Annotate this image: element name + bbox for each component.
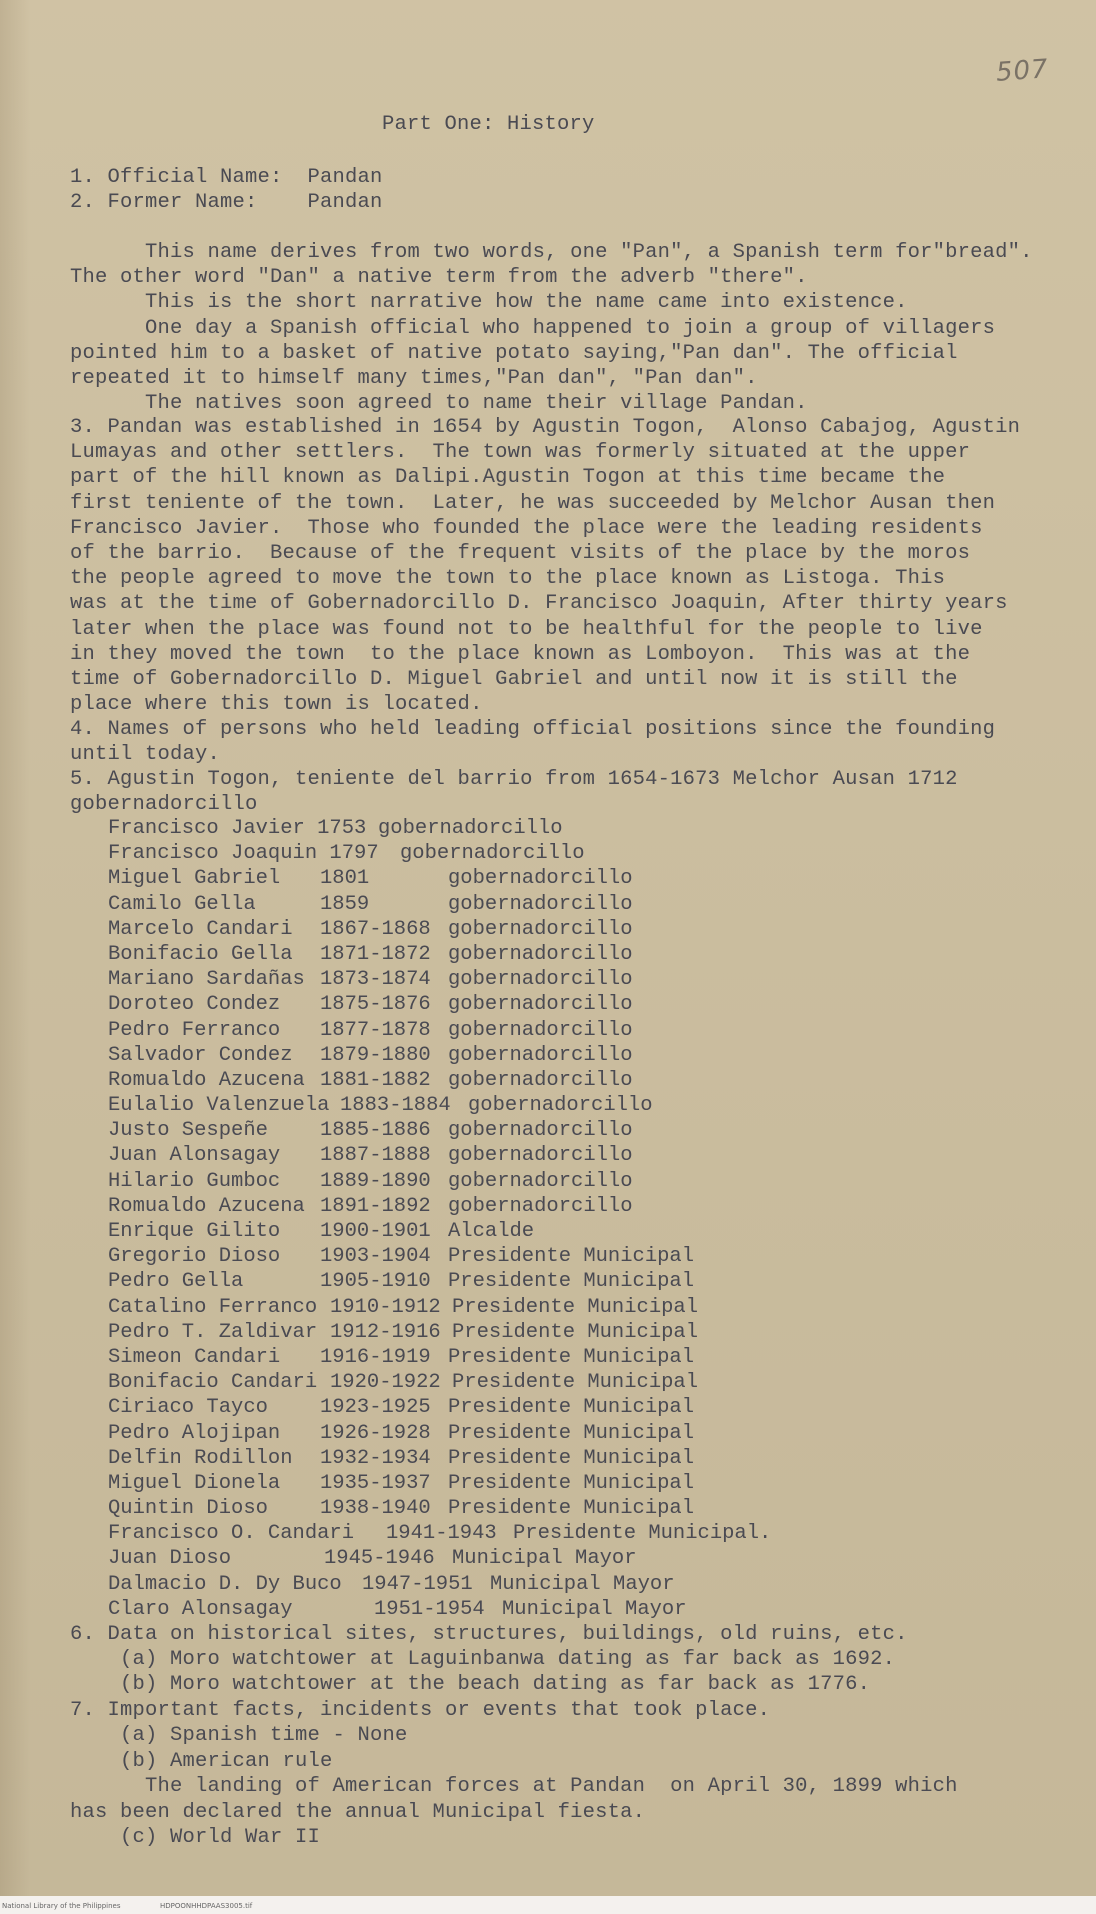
former-name-line: 2. Former Name: Pandan [70, 191, 383, 214]
official-name: Bonifacio Candari [108, 1371, 318, 1395]
official-position: Municipal Mayor [490, 1572, 675, 1596]
official-years: 1932-1934 [320, 1446, 431, 1470]
sites-line: (b) Moro watchtower at the beach dating as far back as 1776. [70, 1673, 871, 1697]
official-position: gobernadorcillo [448, 1169, 633, 1193]
official-name-line: 1. Official Name: Pandan [70, 166, 383, 189]
footer-file: HDPOONHHDPAAS3005.tif [160, 1902, 253, 1910]
official-name: Justo Sespeñe [108, 1119, 268, 1143]
official-position: gobernadorcillo [448, 1144, 633, 1168]
official-name: Juan Alonsagay [108, 1144, 281, 1168]
official-position: gobernadorcillo [448, 1018, 633, 1042]
official-years: 1905-1910 [320, 1270, 431, 1294]
official-name: Romualdo Azucena [108, 1194, 305, 1218]
official-position: Presidente Municipal [452, 1371, 699, 1395]
official-position: Presidente Municipal [448, 1497, 695, 1521]
history-line: Francisco Javier. Those who founded the place were the leading residents [70, 516, 983, 540]
narrative-line: repeated it to himself many times,"Pan dan", "Pan dan". [70, 367, 758, 390]
official-years: 1877-1878 [320, 1018, 431, 1042]
official-name: Mariano Sardañas [108, 968, 305, 992]
official-years: 1891-1892 [320, 1194, 431, 1218]
events-line: has been declared the annual Municipal fiesta. [70, 1800, 646, 1824]
history-line: was at the time of Gobernadorcillo D. Francisco Joaquin, After thirty years [70, 592, 1008, 616]
official-position: gobernadorcillo [448, 1068, 633, 1092]
events-line: 7. Important facts, incidents or events that took place. [70, 1699, 771, 1722]
official-position: Presidente Municipal [448, 1421, 695, 1445]
official-name: Francisco Javier 1753 [108, 817, 367, 840]
official-position: gobernadorcillo [468, 1094, 653, 1118]
official-years: 1875-1876 [320, 993, 431, 1017]
narrative-line: pointed him to a basket of native potato saying,"Pan dan". The official [70, 341, 958, 365]
official-name: Pedro Ferranco [108, 1018, 281, 1042]
history-line: part of the hill known as Dalipi.Agustin Togon at this time became the [70, 466, 946, 490]
official-years: 1920-1922 [330, 1371, 441, 1395]
official-name: Camilo Gella [108, 892, 256, 916]
official-years: 1859 [320, 892, 370, 916]
events-line: (a) Spanish time - None [70, 1724, 408, 1748]
official-years: 1941-1943 [386, 1522, 497, 1546]
events-line: (c) World War II [70, 1826, 321, 1849]
official-years: 1887-1888 [320, 1144, 431, 1168]
official-position: Presidente Municipal [452, 1320, 699, 1344]
official-position: Presidente Municipal [448, 1245, 695, 1269]
official-name: Pedro T. Zaldivar [108, 1320, 318, 1344]
first-officials-line: 5. Agustin Togon, teniente del barrio from 1654-1673 Melchor Ausan 1712 [70, 768, 958, 791]
official-name: Delfin Rodillon [108, 1446, 293, 1470]
history-line: of the barrio. Because of the frequent visits of the place by the moros [70, 542, 971, 565]
official-name: Pedro Gella [108, 1270, 244, 1294]
official-position: gobernadorcillo [448, 1119, 633, 1143]
official-position: gobernadorcillo [448, 968, 633, 992]
scan-footer [0, 1899, 1096, 1914]
officials-heading-line: 4. Names of persons who held leading official positions since the founding [70, 718, 996, 741]
official-name: Catalino Ferranco [108, 1295, 318, 1319]
official-position: Presidente Municipal [452, 1295, 699, 1319]
official-name: Hilario Gumboc [108, 1169, 281, 1193]
page-title: Part One: History [382, 113, 595, 136]
official-name: Quintin Dioso [108, 1497, 268, 1521]
official-position: gobernadorcillo [448, 867, 633, 891]
official-years: 1881-1882 [320, 1068, 431, 1092]
official-name: Pedro Alojipan [108, 1421, 281, 1445]
official-years: 1912-1916 [330, 1320, 441, 1344]
official-position: gobernadorcillo [448, 993, 633, 1017]
official-years: 1910-1912 [330, 1295, 441, 1319]
sites-line: (a) Moro watchtower at Laguinbanwa dating as far back as 1692. [70, 1648, 896, 1672]
official-name: Miguel Dionela [108, 1471, 281, 1495]
events-line: (b) American rule [70, 1749, 333, 1773]
official-position: gobernadorcillo [448, 1043, 633, 1067]
first-officials-line: gobernadorcillo [70, 793, 258, 817]
official-position: Presidente Municipal [448, 1396, 695, 1420]
official-position: Presidente Municipal [448, 1345, 695, 1369]
official-position: Municipal Mayor [502, 1597, 687, 1621]
official-years: 1951-1954 [374, 1597, 485, 1621]
official-years: 1889-1890 [320, 1169, 431, 1193]
official-years: 1801 [320, 867, 370, 891]
official-position: Presidente Municipal. [513, 1522, 772, 1546]
official-name: Francisco O. Candari [108, 1522, 355, 1546]
official-name: Romualdo Azucena [108, 1068, 305, 1092]
official-position: gobernadorcillo [378, 817, 563, 840]
official-position: Presidente Municipal [448, 1270, 695, 1294]
history-line: Lumayas and other settlers. The town was formerly situated at the upper [70, 441, 971, 465]
history-line: later when the place was found not to be healthful for the people to live [70, 617, 983, 641]
official-position: Municipal Mayor [452, 1547, 637, 1571]
official-years: 1900-1901 [320, 1220, 431, 1243]
official-years: 1935-1937 [320, 1471, 431, 1495]
official-name: Juan Dioso [108, 1547, 232, 1571]
official-name: Miguel Gabriel [108, 867, 281, 891]
official-position: gobernadorcillo [448, 917, 633, 941]
official-years: 1926-1928 [320, 1421, 431, 1445]
official-position: gobernadorcillo [448, 1194, 633, 1218]
history-line: 3. Pandan was established in 1654 by Agustin Togon, Alonso Cabajog, Agustin [70, 416, 1021, 439]
official-years: 1873-1874 [320, 968, 431, 992]
official-name: Enrique Gilito [108, 1220, 281, 1243]
official-position: gobernadorcillo [448, 892, 633, 916]
history-line: time of Gobernadorcillo D. Miguel Gabriel and until now it is still the [70, 668, 958, 691]
official-name: Eulalio Valenzuela [108, 1094, 330, 1118]
officials-heading-line: until today. [70, 743, 221, 767]
official-name: Claro Alonsagay [108, 1597, 293, 1621]
page-number: 507 [995, 54, 1050, 88]
footer-library: National Library of the Philippines [2, 1902, 121, 1910]
narrative-line: The natives soon agreed to name their village Pandan. [70, 392, 808, 416]
official-name: Francisco Joaquin 1797 [108, 842, 379, 866]
official-years: 1885-1886 [320, 1119, 431, 1143]
official-name: Doroteo Condez [108, 993, 281, 1017]
official-name: Ciriaco Tayco [108, 1396, 268, 1420]
official-years: 1916-1919 [320, 1345, 431, 1369]
official-position: Presidente Municipal [448, 1446, 695, 1470]
official-name: Dalmacio D. Dy Buco [108, 1572, 342, 1596]
official-name: Marcelo Candari [108, 917, 293, 941]
official-name: Bonifacio Gella [108, 942, 293, 966]
official-position: Presidente Municipal [448, 1471, 695, 1495]
narrative-line: This name derives from two words, one "Pan", a Spanish term for"bread". [70, 241, 1033, 264]
events-line: The landing of American forces at Pandan on April 30, 1899 which [70, 1775, 958, 1799]
official-position: Alcalde [448, 1220, 535, 1243]
narrative-line: The other word "Dan" a native term from the adverb "there". [70, 266, 808, 290]
sites-line: 6. Data on historical sites, structures, buildings, old ruins, etc. [70, 1623, 908, 1646]
official-years: 1923-1925 [320, 1396, 431, 1420]
official-name: Salvador Condez [108, 1043, 293, 1067]
history-line: first teniente of the town. Later, he was succeeded by Melchor Ausan then [70, 491, 996, 515]
official-years: 1867-1868 [320, 917, 431, 941]
official-years: 1947-1951 [362, 1572, 473, 1596]
official-years: 1903-1904 [320, 1245, 431, 1269]
official-years: 1871-1872 [320, 942, 431, 966]
official-position: gobernadorcillo [448, 942, 633, 966]
narrative-line: One day a Spanish official who happened to join a group of villagers [70, 316, 996, 340]
official-name: Gregorio Dioso [108, 1245, 281, 1269]
official-name: Simeon Candari [108, 1345, 281, 1369]
history-line: place where this town is located. [70, 693, 483, 717]
official-position: gobernadorcillo [400, 842, 585, 866]
narrative-line: This is the short narrative how the name came into existence. [70, 291, 908, 315]
history-line: the people agreed to move the town to the place known as Listoga. This [70, 567, 946, 591]
official-years: 1883-1884 [340, 1094, 451, 1118]
history-line: in they moved the town to the place known as Lomboyon. This was at the [70, 642, 971, 666]
official-years: 1945-1946 [324, 1547, 435, 1571]
official-years: 1879-1880 [320, 1043, 431, 1067]
official-years: 1938-1940 [320, 1497, 431, 1521]
